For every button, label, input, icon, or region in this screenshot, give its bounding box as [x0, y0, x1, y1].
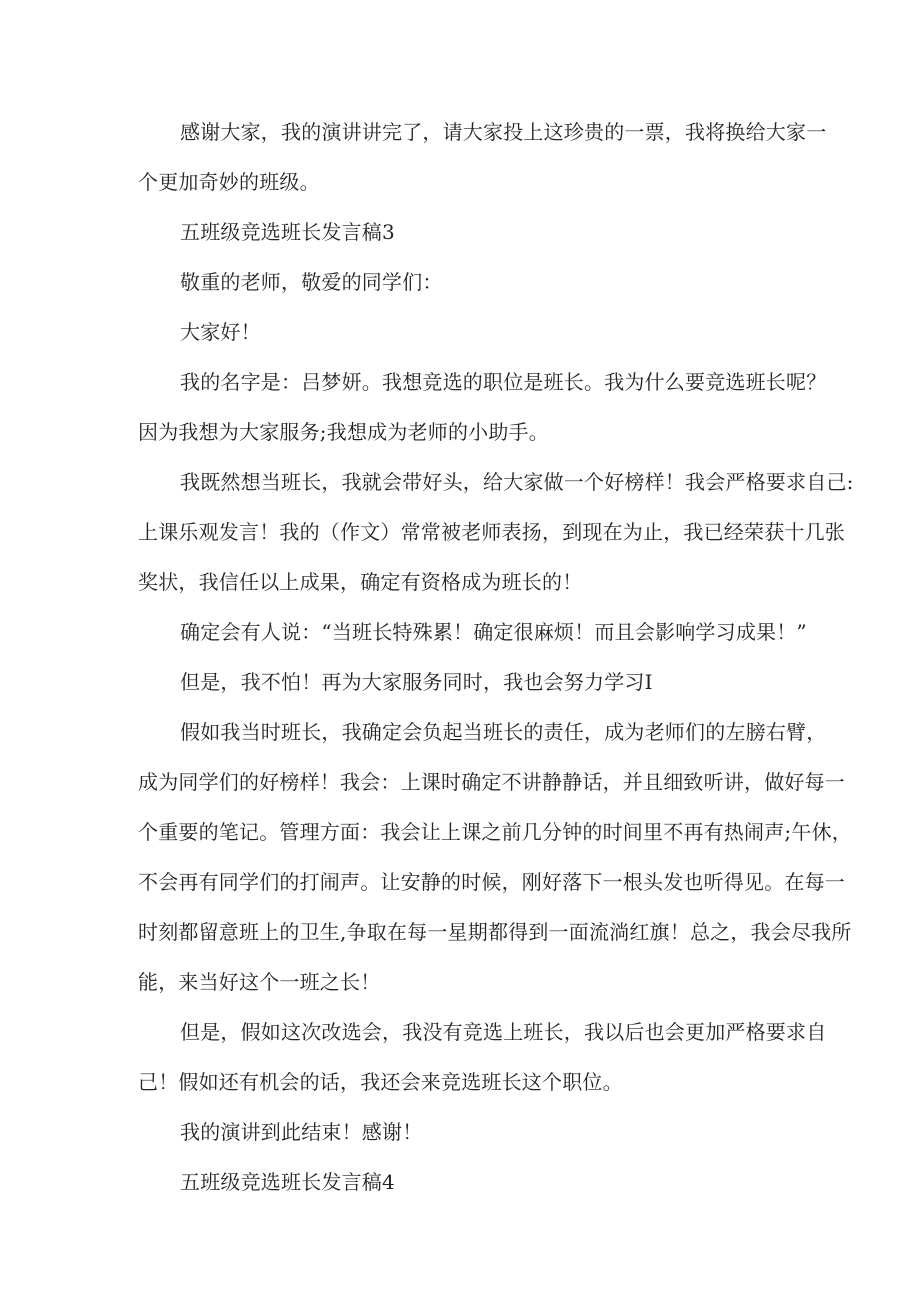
section-title: 五班级竞选班长发言稿3	[180, 220, 395, 244]
greeting: 大家好！	[180, 320, 261, 344]
paragraph-line: 感谢大家，我的演讲讲完了，请大家投上这珍贵的一票，我将换给大家一	[180, 120, 827, 144]
paragraph-line: 个重要的笔记。管理方面：我会让上课之前几分钟的时间里不再有热闹声;午休，	[138, 820, 852, 844]
paragraph-line: 但是，我不怕！再为大家服务同时，我也会努力学习I	[180, 670, 653, 694]
paragraph-line: 因为我想为大家服务;我想成为老师的小助手。	[138, 420, 549, 444]
paragraph-line: 假如我当时班长，我确定会负起当班长的责任，成为老师们的左膀右臂，	[180, 720, 827, 744]
salutation: 敬重的老师，敬爱的同学们：	[180, 270, 443, 294]
paragraph-line: 我的演讲到此结束！感谢！	[180, 1120, 423, 1144]
paragraph-line: 成为同学们的好榜样！我会：上课时确定不讲静静话，并且细致听讲，做好每一	[138, 770, 845, 794]
paragraph-line: 确定会有人说：“当班长特殊累！确定很麻烦！而且会影响学习成果！”	[180, 620, 807, 644]
paragraph-line: 能，来当好这个一班之长！	[138, 970, 381, 994]
paragraph-line: 己！假如还有机会的话，我还会来竞选班长这个职位。	[138, 1070, 623, 1094]
section-title: 五班级竞选班长发言稿4	[180, 1170, 395, 1194]
paragraph-line: 我既然想当班长，我就会带好头，给大家做一个好榜样！我会严格要求自己:	[180, 470, 854, 494]
paragraph-line: 时刻都留意班上的卫生,争取在每一星期都得到一面流淌红旗！总之，我会尽我所	[138, 920, 852, 944]
paragraph-line: 奖状，我信任以上成果，确定有资格成为班长的！	[138, 570, 583, 594]
paragraph-line: 上课乐观发言！我的（作文）常常被老师表扬，到现在为止，我已经荣获十几张	[138, 520, 845, 544]
paragraph-line: 我的名字是：吕梦妍。我想竞选的职位是班长。我为什么要竞选班长呢？	[180, 370, 827, 394]
paragraph-line: 不会再有同学们的打闹声。让安静的时候，刚好落下一根头发也听得见。在每一	[138, 870, 845, 894]
paragraph-line: 但是，假如这次改选会，我没有竞选上班长，我以后也会更加严格要求自	[180, 1020, 827, 1044]
paragraph-line: 个更加奇妙的班级。	[138, 170, 320, 194]
